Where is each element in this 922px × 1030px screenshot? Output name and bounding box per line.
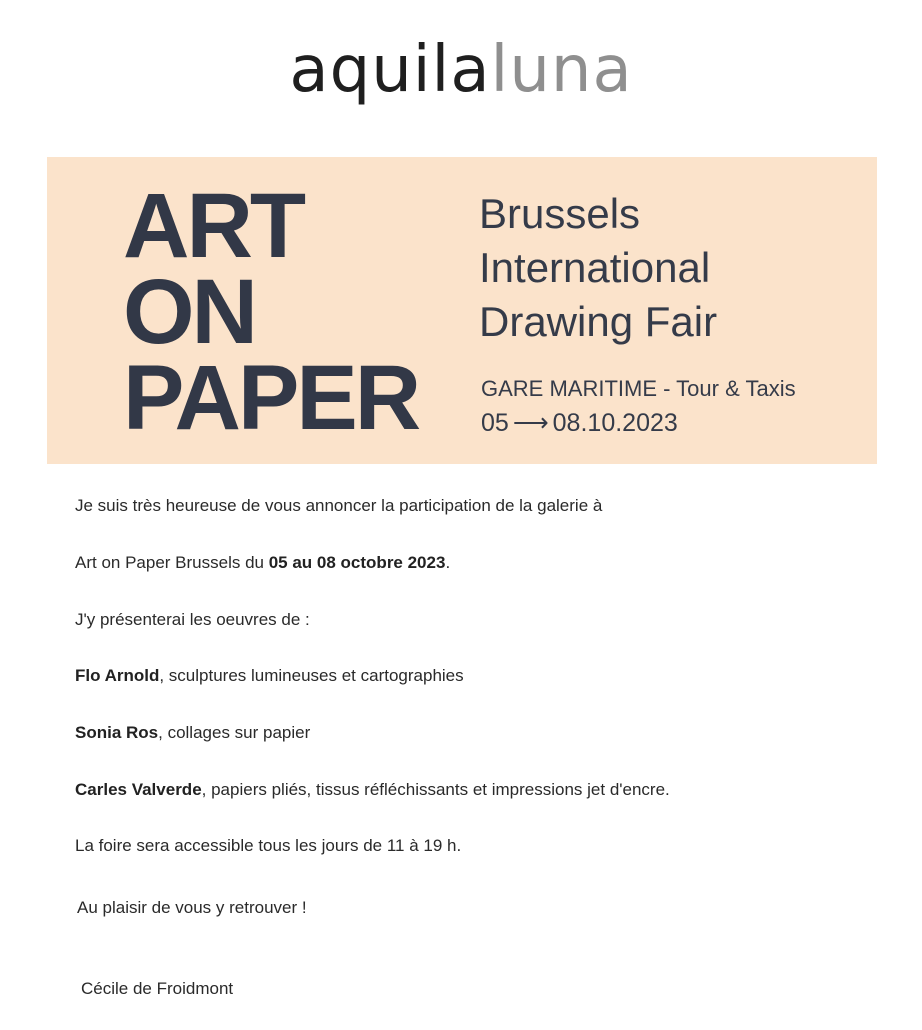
fair-date-start: 05 (481, 409, 509, 437)
signature: Cécile de Froidmont (81, 979, 234, 998)
dates-bold: 05 au 08 octobre 2023 (268, 553, 446, 572)
dates-text (75, 552, 450, 574)
artist-line (75, 779, 670, 801)
arrow-right-icon: ⟶ (512, 409, 549, 437)
banner-title-line-2: ON (123, 261, 255, 363)
artist-description: , collages sur papier (158, 723, 311, 742)
dates-suffix: . (445, 553, 451, 572)
banner-title (123, 175, 419, 449)
artist-name: Sonia Ros (75, 723, 159, 742)
banner-title-line-1: ART (123, 175, 304, 277)
dates-prefix: Art on Paper Brussels du (75, 553, 269, 572)
fair-name-line-1: Brussels (479, 190, 641, 237)
artist-description: , sculptures lumineuses et cartographies (159, 666, 464, 685)
fair-name-line-3: Drawing Fair (479, 298, 718, 345)
gallery-logo (0, 33, 922, 107)
artist-name: Carles Valverde (75, 780, 202, 799)
fair-venue: GARE MARITIME - Tour & Taxis (481, 376, 796, 401)
banner-title-line-3: PAPER (123, 347, 419, 449)
artist-line (75, 665, 464, 687)
fair-dates (481, 407, 678, 439)
logo-part-luna: luna (490, 33, 633, 107)
fair-name (479, 187, 717, 349)
artist-description: , papiers pliés, tissus réfléchissants et impressions jet d'encre. (201, 780, 670, 799)
fair-date-end: 08.10.2023 (552, 409, 678, 437)
logo-part-aquila: aquila (289, 33, 491, 107)
closing-text: Au plaisir de vous y retrouver ! (77, 898, 307, 917)
artist-line (75, 722, 310, 744)
artists-intro: J'y présenterai les oeuvres de : (75, 610, 310, 629)
intro-text: Je suis très heureuse de vous annoncer la participation de la galerie à (75, 496, 603, 515)
fair-name-line-2: International (479, 244, 711, 291)
artist-name: Flo Arnold (75, 666, 160, 685)
hours-text: La foire sera accessible tous les jours de 11 à 19 h. (75, 836, 462, 855)
fair-banner (47, 157, 877, 464)
